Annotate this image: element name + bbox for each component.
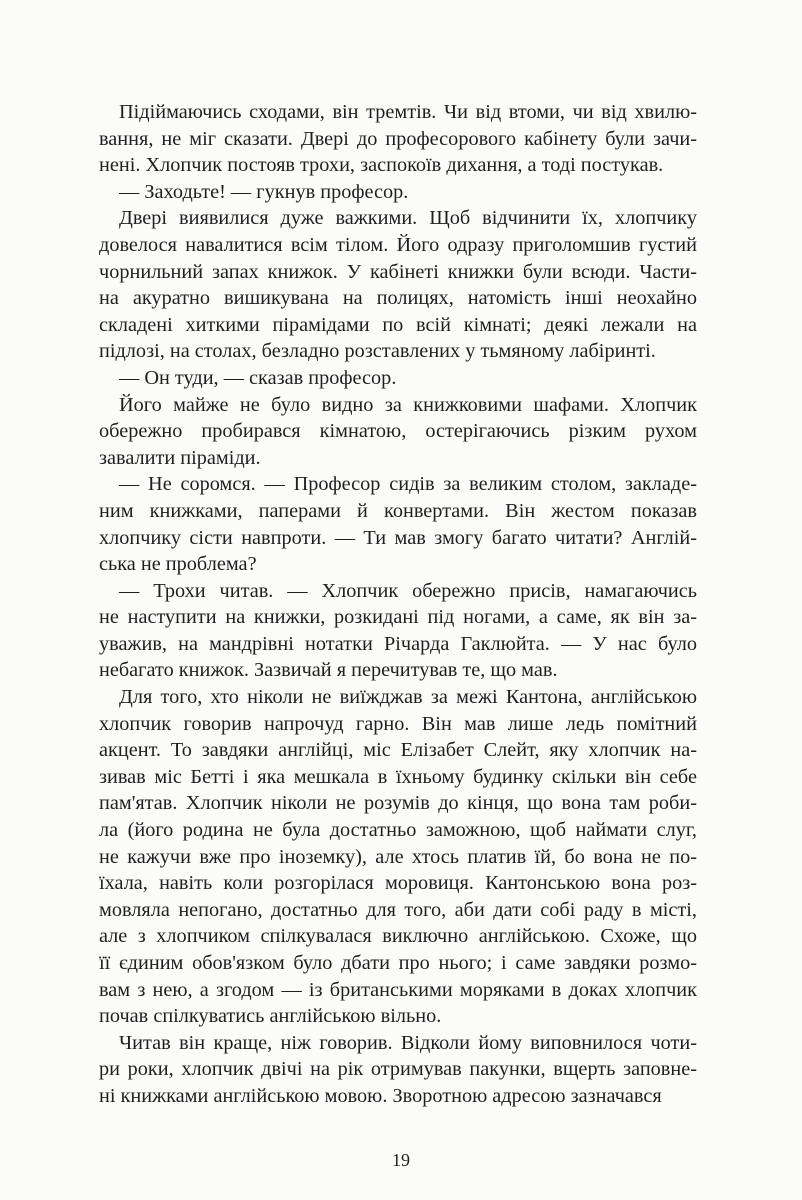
text-line: не наступити на книжки, розкидані під ногами, а саме, як він за- bbox=[99, 606, 697, 629]
text-line: її єдиним обов'язком було дбати про нього; і саме завдяки розмо- bbox=[99, 952, 697, 974]
text-line: обережно пробирався кімнатою, остерігаючись різким рухом bbox=[99, 420, 697, 443]
text-line: хлопчику сісти навпроти. — Ти мав змогу багато читати? Англій- bbox=[99, 526, 697, 549]
paragraph bbox=[99, 99, 697, 179]
paragraph bbox=[99, 179, 697, 206]
paragraph bbox=[99, 392, 697, 472]
text-line: ська не проблема? bbox=[99, 553, 257, 576]
text-line: — Заходьте! — гукнув професор. bbox=[119, 180, 409, 203]
paragraph bbox=[99, 578, 697, 684]
paragraph bbox=[99, 1030, 697, 1110]
text-line: ри роки, хлопчик двічі на рік отримував пакунки, вщерть заповне- bbox=[99, 1058, 697, 1081]
text-line: акцент. То завдяки англійці, міс Елізабет Слейт, яку хлопчик на- bbox=[99, 739, 697, 762]
text-line: Двері виявилися дуже важкими. Щоб відчинити їх, хлопчику bbox=[119, 207, 697, 230]
text-line: не кажучи вже про іноземку), але хтось платив їй, бо вона не по- bbox=[99, 845, 697, 868]
text-line: вання, не міг сказати. Двері до професорового кабінету були зачи- bbox=[99, 127, 697, 150]
text-line: почав спілкуватись англійською вільно. bbox=[99, 1005, 442, 1028]
text-line: пам'ятав. Хлопчик ніколи не розумів до кінця, що вона там роби- bbox=[99, 792, 697, 815]
text-line: Читав він краще, ніж говорив. Відколи йому виповнилося чоти- bbox=[119, 1031, 697, 1054]
text-line: — Трохи читав. — Хлопчик обережно присів, намагаючись bbox=[119, 579, 697, 602]
text-line: чорнильний запах книжок. У кабінеті книжки були всюди. Части- bbox=[99, 260, 697, 283]
text-line: Підіймаючись сходами, він тремтів. Чи від втоми, чи від хвилю- bbox=[119, 101, 697, 123]
text-line: ні книжками англійською мовою. Зворотною адресою зазначався bbox=[99, 1084, 662, 1107]
paragraph bbox=[99, 471, 697, 577]
text-line: вам з нею, а згодом — із британськими моряками в доках хлопчик bbox=[99, 978, 697, 1001]
text-line: але з хлопчиком спілкувалася виключно англійською. Схоже, що bbox=[99, 925, 697, 948]
text-line: ла (його родина не була достатньо заможною, щоб наймати слуг, bbox=[99, 819, 697, 842]
text-line: нені. Хлопчик постояв трохи, заспокоїв дихання, а тоді постукав. bbox=[99, 154, 664, 177]
paragraph bbox=[99, 365, 697, 392]
paragraph bbox=[99, 684, 697, 1030]
text-line: Його майже не було видно за книжковими шафами. Хлопчик bbox=[119, 393, 697, 416]
text-line: — Он туди, — сказав професор. bbox=[119, 366, 397, 389]
text-line: ним книжками, паперами й конвертами. Він жестом показав bbox=[99, 499, 697, 522]
text-line: на акуратно вишикувана на полицях, натомість інші неохайно bbox=[99, 287, 697, 310]
text-line: завалити піраміди. bbox=[99, 446, 261, 469]
text-line: уважив, на мандрівні нотатки Річарда Гаклюйта. — У нас було bbox=[99, 632, 697, 655]
paragraph bbox=[99, 205, 697, 365]
text-line: небагато книжок. Зазвичай я перечитував те, що мав. bbox=[99, 659, 558, 682]
page-number: 19 bbox=[392, 1150, 410, 1170]
text-line: складені хиткими пірамідами по всій кімнаті; деякі лежали на bbox=[99, 313, 697, 336]
text-line: хлопчик говорив напрочуд гарно. Він мав лише ледь помітний bbox=[99, 712, 697, 735]
text-line: мовляла непогано, достатньо для того, аби дати собі раду в місті, bbox=[99, 898, 697, 921]
text-line: довелося навалитися всім тілом. Його одразу приголомшив густий bbox=[99, 233, 697, 256]
body-text bbox=[99, 99, 697, 1110]
text-line: підлозі, на столах, безладно розставлених у тьмяному лабіринті. bbox=[99, 340, 656, 363]
text-line: — Не соромся. — Професор сидів за великим столом, закладе- bbox=[119, 473, 697, 496]
text-line: зивав міс Бетті і яка мешкала в їхньому будинку скільки він себе bbox=[99, 765, 697, 788]
text-line: Для того, хто ніколи не виїжджав за межі Кантона, англійською bbox=[119, 686, 697, 709]
text-line: їхала, навіть коли розгорілася моровиця. Кантонською вона роз- bbox=[99, 872, 697, 895]
